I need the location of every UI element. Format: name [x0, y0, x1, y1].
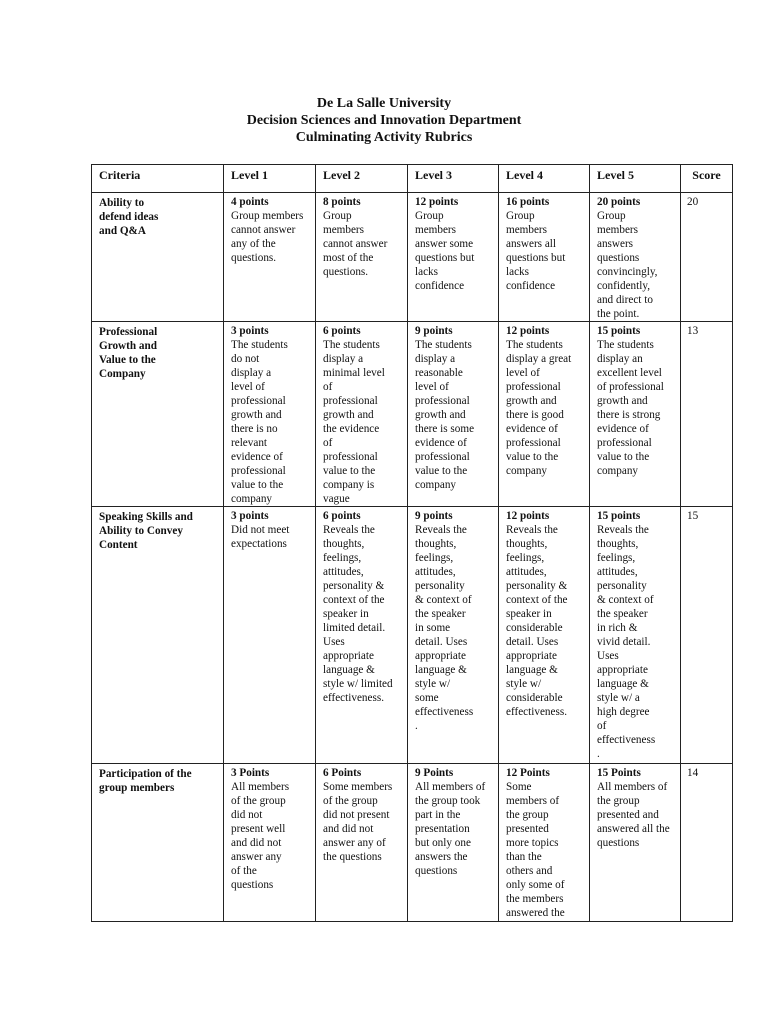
criteria-cell: [92, 193, 224, 322]
level-points: 6 points: [323, 325, 361, 337]
level-description: Group members cannot answer most of the questions.: [323, 210, 388, 278]
level-description: All members of the group presented and answered all the questions: [597, 781, 670, 849]
department-name: Decision Sciences and Innovation Department: [246, 113, 522, 128]
table-header-row: [92, 165, 733, 193]
level-cell: [224, 764, 316, 922]
level-description: The students display a great level of professional growth and there is good evidence of professional value to the company: [506, 339, 572, 477]
table-row: [92, 193, 733, 322]
table-row: [92, 507, 733, 764]
level-points: 3 Points: [231, 767, 270, 779]
level-description: All members of the group took part in the presentation but only one answers the questions: [415, 781, 486, 877]
level-cell: [408, 764, 499, 922]
level-points: 9 points: [415, 510, 453, 522]
column-header-level-5: Level 5: [590, 165, 681, 193]
level-description: Reveals the thoughts, feelings, attitudes, personality & context of the speaker in considerable detail. Uses appropriate language & style w/ considerable effectiveness.: [506, 524, 568, 718]
level-cell: [316, 193, 408, 322]
level-points: 15 Points: [597, 767, 641, 779]
level-description: Group members answer some questions but lacks confidence: [415, 210, 475, 292]
document-header: [0, 95, 768, 146]
level-points: 20 points: [597, 196, 641, 208]
level-description: Group members answers questions convincingly, confidently, and direct to the point.: [597, 210, 658, 320]
level-points: 12 points: [415, 196, 459, 208]
level-description: Some members of the group did not present and did not answer any of the questions: [323, 781, 393, 863]
university-name: De La Salle University: [316, 96, 452, 111]
level-cell: [408, 507, 499, 764]
level-description: All members of the group did not present well and did not answer any of the questions: [231, 781, 290, 891]
level-cell: [224, 507, 316, 764]
level-description: Some members of the group presented more topics than the others and only some of the members answered the: [506, 781, 565, 919]
level-cell: [316, 507, 408, 764]
level-cell: [590, 507, 681, 764]
column-header-score: Score: [681, 165, 733, 193]
level-cell: [316, 322, 408, 507]
score-cell: 13: [681, 322, 733, 507]
level-points: 9 points: [415, 325, 453, 337]
level-description: Reveals the thoughts, feelings, attitudes, personality & context of the speaker in rich & vivid detail. Uses appropriate language & style w/ a high degree of effectiveness .: [597, 524, 656, 760]
column-header-level-1: Level 1: [224, 165, 316, 193]
criteria-cell: [92, 322, 224, 507]
level-points: 4 points: [231, 196, 269, 208]
score-cell: 14: [681, 764, 733, 922]
criteria-cell: [92, 764, 224, 922]
level-points: 12 points: [506, 510, 550, 522]
criteria-label: Speaking Skills and Ability to Convey Content: [99, 511, 193, 551]
level-description: Group members answers all questions but lacks confidence: [506, 210, 566, 292]
level-description: The students display a minimal level of professional growth and the evidence of professional value to the company is vague: [323, 339, 385, 505]
level-description: The students display a reasonable level of professional growth and there is some evidence of professional value to the company: [415, 339, 475, 491]
level-description: The students display an excellent level of professional growth and there is strong evidence of professional value to the company: [597, 339, 664, 477]
level-description: Group members cannot answer any of the questions.: [231, 210, 304, 264]
level-description: The students do not display a level of professional growth and there is no relevant evidence of professional value to the company: [231, 339, 288, 505]
level-points: 8 points: [323, 196, 361, 208]
level-cell: [499, 322, 590, 507]
level-cell: [590, 322, 681, 507]
table-row: [92, 764, 733, 922]
document-title: Culminating Activity Rubrics: [295, 130, 473, 145]
column-header-level-4: Level 4: [499, 165, 590, 193]
level-cell: [590, 764, 681, 922]
level-points: 6 Points: [323, 767, 362, 779]
level-points: 3 points: [231, 510, 269, 522]
score-cell: 20: [681, 193, 733, 322]
level-points: 16 points: [506, 196, 550, 208]
level-cell: [224, 193, 316, 322]
level-points: 9 Points: [415, 767, 454, 779]
table-row: [92, 322, 733, 507]
level-description: Reveals the thoughts, feelings, attitudes, personality & context of the speaker in some detail. Uses appropriate language & style w/ some effectiveness .: [415, 524, 474, 732]
level-points: 6 points: [323, 510, 361, 522]
level-cell: [408, 193, 499, 322]
level-cell: [408, 322, 499, 507]
level-cell: [499, 193, 590, 322]
level-cell: [499, 764, 590, 922]
level-points: 12 points: [506, 325, 550, 337]
level-points: 12 Points: [506, 767, 550, 779]
column-header-level-3: Level 3: [408, 165, 499, 193]
column-header-criteria: Criteria: [92, 165, 224, 193]
level-cell: [590, 193, 681, 322]
score-cell: 15: [681, 507, 733, 764]
level-description: Reveals the thoughts, feelings, attitudes, personality & context of the speaker in limited detail. Uses appropriate language & style w/ limited effectiveness.: [323, 524, 393, 704]
level-points: 15 points: [597, 325, 641, 337]
criteria-label: Participation of the group members: [99, 768, 192, 794]
level-cell: [224, 322, 316, 507]
criteria-label: Ability to defend ideas and Q&A: [99, 197, 159, 237]
level-points: 15 points: [597, 510, 641, 522]
level-description: Did not meet expectations: [231, 524, 290, 550]
column-header-level-2: Level 2: [316, 165, 408, 193]
level-points: 3 points: [231, 325, 269, 337]
level-cell: [499, 507, 590, 764]
level-cell: [316, 764, 408, 922]
criteria-label: Professional Growth and Value to the Company: [99, 326, 158, 380]
criteria-cell: [92, 507, 224, 764]
rubric-table: [91, 164, 733, 922]
